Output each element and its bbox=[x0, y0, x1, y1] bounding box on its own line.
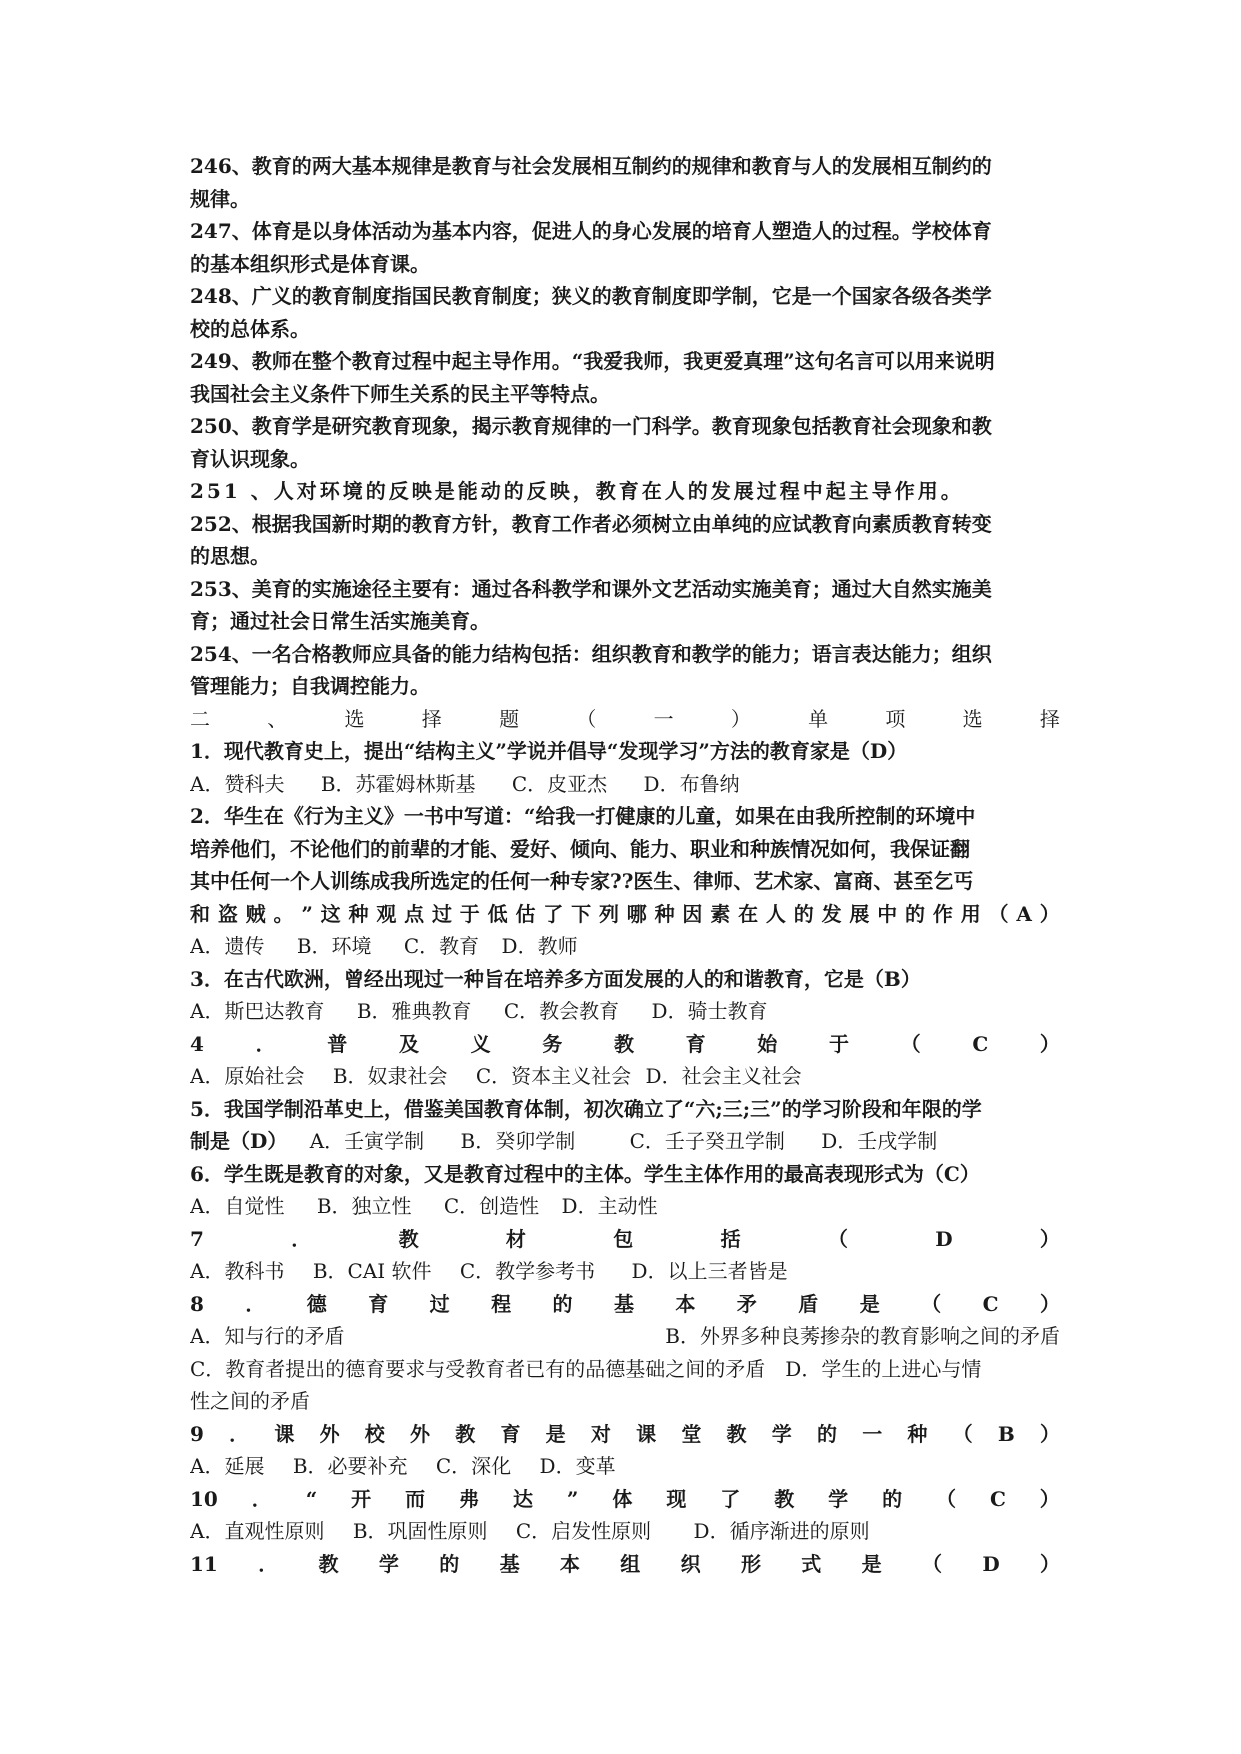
option: C．创造性 bbox=[443, 1194, 540, 1218]
char: 学 bbox=[378, 1551, 399, 1576]
option: D．教师 bbox=[501, 934, 578, 958]
char: （ bbox=[952, 1421, 973, 1446]
char: 式 bbox=[801, 1551, 822, 1576]
char: 展 bbox=[849, 901, 870, 926]
char: 的 bbox=[905, 901, 926, 926]
char: 校 bbox=[364, 1421, 385, 1446]
char: ） bbox=[1039, 1031, 1060, 1056]
char: ． bbox=[291, 1226, 312, 1251]
char: ） bbox=[1040, 1551, 1060, 1576]
char: 盗 bbox=[217, 901, 238, 926]
char: 教 bbox=[774, 1486, 795, 1511]
option: D．以上三者皆是 bbox=[631, 1259, 788, 1283]
char: 的 bbox=[882, 1486, 903, 1511]
option: A．延展 bbox=[190, 1454, 265, 1478]
char: ． bbox=[245, 1291, 266, 1316]
char: 种 bbox=[654, 901, 675, 926]
statement-249-line-1: 249、教师在整个教育过程中起主导作用。“我爱我师，我更爱真理”这句名言可以用来说明 bbox=[190, 349, 995, 373]
char: 下 bbox=[571, 901, 592, 926]
char: 学 bbox=[771, 1421, 792, 1446]
char: 是 bbox=[545, 1421, 566, 1446]
char: 程 bbox=[491, 1291, 512, 1316]
option: C．教会教育 bbox=[503, 999, 620, 1023]
heading-char: 项 bbox=[885, 706, 906, 731]
statement-254-line-1: 254、一名合格教师应具备的能力结构包括：组织教育和教学的能力；语言表达能力；组织 bbox=[190, 641, 992, 666]
option: C．教育 bbox=[403, 934, 480, 958]
option: A．自觉性 bbox=[190, 1194, 285, 1218]
char: 普 bbox=[327, 1031, 348, 1056]
char: 过 bbox=[429, 1291, 450, 1316]
question-3-options bbox=[190, 995, 1060, 1028]
char: 的 bbox=[439, 1551, 460, 1576]
statement-246-line-2: 规律。 bbox=[190, 186, 250, 211]
char: 10 bbox=[190, 1486, 218, 1511]
char: 教 bbox=[318, 1551, 339, 1576]
question-10-options bbox=[190, 1515, 1060, 1548]
char: （ bbox=[921, 1291, 942, 1316]
char: 弗 bbox=[459, 1486, 480, 1511]
char: 基 bbox=[613, 1291, 634, 1316]
char: ） bbox=[1039, 1421, 1060, 1446]
char: 发 bbox=[821, 901, 842, 926]
char: 用 bbox=[960, 901, 981, 926]
char: ） bbox=[1039, 901, 1060, 926]
char: 堂 bbox=[681, 1421, 702, 1446]
char: 教 bbox=[455, 1421, 476, 1446]
char: 形 bbox=[740, 1551, 761, 1576]
heading-char: 一 bbox=[653, 706, 674, 731]
option: A．知与行的矛盾 bbox=[190, 1324, 345, 1348]
option: A．斯巴达教育 bbox=[190, 999, 325, 1023]
char: “ bbox=[305, 1486, 318, 1511]
char: ． bbox=[255, 1031, 276, 1056]
question-5-stem: 制是（D） bbox=[190, 1129, 288, 1153]
heading-char: 题 bbox=[499, 706, 520, 731]
question-3: 3．在古代欧洲，曾经出现过一种旨在培养多方面发展的人的和谐教育，它是（B） bbox=[190, 966, 921, 991]
option: B．苏霍姆林斯基 bbox=[320, 771, 476, 796]
statement-253-line-1: 253、美育的实施途径主要有：通过各科教学和课外文艺活动实施美育；通过大自然实施美 bbox=[190, 576, 992, 601]
option: C．启发性原则 bbox=[515, 1519, 652, 1543]
char: D bbox=[982, 1551, 1000, 1576]
char: 的 bbox=[816, 1421, 837, 1446]
char: C bbox=[989, 1486, 1006, 1511]
question-5-line-1: 5．我国学制沿革史上，借鉴美国教育体制，初次确立了“六;三;三”的学习阶段和年限的学 bbox=[190, 1096, 982, 1121]
char: 教 bbox=[613, 1031, 634, 1056]
char: ） bbox=[1039, 1486, 1060, 1511]
char: 的 bbox=[552, 1291, 573, 1316]
option: A．教科书 bbox=[190, 1259, 285, 1283]
heading-char: 、 bbox=[267, 706, 288, 731]
option: D．变革 bbox=[539, 1454, 616, 1478]
char: 达 bbox=[512, 1486, 533, 1511]
question-2-options bbox=[190, 930, 1060, 963]
char: 教 bbox=[726, 1421, 747, 1446]
question-2-line-1: 2．华生在《行为主义》一书中写道：“给我一打健康的儿童，如果在由我所控制的环境中 bbox=[190, 804, 976, 828]
char: ） bbox=[1039, 1226, 1060, 1251]
option: B．雅典教育 bbox=[356, 999, 472, 1023]
option: D．布鲁纳 bbox=[643, 771, 740, 796]
char: 中 bbox=[877, 901, 898, 926]
statement-252-line-2: 的思想。 bbox=[190, 544, 270, 568]
option: A．原始社会 bbox=[190, 1064, 305, 1088]
char: ” bbox=[301, 901, 313, 926]
statement-248-line-2: 校的总体系。 bbox=[190, 316, 310, 341]
question-1-options bbox=[190, 768, 1060, 801]
char: 了 bbox=[543, 901, 564, 926]
document-page bbox=[190, 150, 1060, 1580]
heading-char: 二 bbox=[190, 706, 210, 731]
char: 外 bbox=[319, 1421, 340, 1446]
char: 哪 bbox=[626, 901, 647, 926]
question-2-line-4 bbox=[190, 898, 1060, 931]
option: D．社会主义社会 bbox=[645, 1064, 802, 1088]
char: 开 bbox=[351, 1486, 372, 1511]
statement-253-line-2: 育；通过社会日常生活实施美育。 bbox=[190, 609, 490, 633]
char: C bbox=[972, 1031, 989, 1056]
statement-252-line-1: 252、根据我国新时期的教育方针，教育工作者必须树立由单纯的应试教育向素质教育转变 bbox=[190, 511, 992, 536]
char: ． bbox=[251, 1486, 272, 1511]
statement-250-line-1: 250、教育学是研究教育现象，揭示教育规律的一门科学。教育现象包括教育社会现象和教 bbox=[190, 414, 992, 438]
question-4 bbox=[190, 1028, 1060, 1061]
char: 体 bbox=[612, 1486, 633, 1511]
heading-char: 选 bbox=[344, 706, 365, 731]
char: ） bbox=[1039, 1291, 1060, 1316]
option: C．皮亚杰 bbox=[511, 771, 608, 796]
char: （ bbox=[988, 901, 1009, 926]
char: 及 bbox=[398, 1031, 419, 1056]
char: 一 bbox=[862, 1421, 883, 1446]
option: B．环境 bbox=[296, 934, 372, 958]
option: D．骑士教育 bbox=[651, 999, 768, 1023]
option: C．壬子癸丑学制 bbox=[629, 1129, 785, 1153]
char: 点 bbox=[404, 901, 425, 926]
char: 了 bbox=[720, 1486, 741, 1511]
char: 观 bbox=[376, 901, 397, 926]
char: 。 bbox=[273, 901, 294, 926]
char: 矛 bbox=[736, 1291, 757, 1316]
statement-254-line-2: 管理能力；自我调控能力。 bbox=[190, 674, 430, 698]
char: 德 bbox=[306, 1291, 327, 1316]
statement-250-line-2: 育认识现象。 bbox=[190, 446, 310, 471]
option: D．壬戌学制 bbox=[821, 1129, 938, 1153]
char: 包 bbox=[613, 1226, 634, 1251]
option: B．奴隶社会 bbox=[332, 1064, 448, 1088]
char: 种 bbox=[348, 901, 369, 926]
question-6: 6．学生既是教育的对象，又是教育过程中的主体。学生主体作用的最高表现形式为（C） bbox=[190, 1161, 980, 1186]
char: 7 bbox=[190, 1226, 204, 1251]
char: 外 bbox=[410, 1421, 431, 1446]
char: 贼 bbox=[245, 901, 266, 926]
heading-char: ） bbox=[730, 706, 751, 731]
question-7 bbox=[190, 1223, 1060, 1256]
char: C bbox=[982, 1291, 999, 1316]
char: 9 bbox=[190, 1421, 204, 1446]
char: 组 bbox=[620, 1551, 641, 1576]
char: 育 bbox=[500, 1421, 521, 1446]
option: D．循序渐进的原则 bbox=[693, 1519, 870, 1543]
char: ． bbox=[258, 1551, 279, 1576]
char: 因 bbox=[682, 901, 703, 926]
char: 育 bbox=[685, 1031, 706, 1056]
heading-char: 单 bbox=[808, 706, 829, 731]
statement-247-line-2: 的基本组织形式是体育课。 bbox=[190, 251, 430, 276]
char: （ bbox=[921, 1551, 942, 1576]
char: 育 bbox=[368, 1291, 389, 1316]
option: A．遗传 bbox=[190, 934, 265, 958]
option: B．必要补充 bbox=[292, 1454, 408, 1478]
char: （ bbox=[936, 1486, 956, 1511]
char: 本 bbox=[675, 1291, 696, 1316]
statement-249-line-2: 我国社会主义条件下师生关系的民主平等特点。 bbox=[190, 381, 610, 406]
option: B．外界多种良莠掺杂的教育影响之间的矛盾 bbox=[665, 1324, 1060, 1348]
char: 务 bbox=[542, 1031, 563, 1056]
question-4-options bbox=[190, 1060, 1060, 1093]
char: 材 bbox=[505, 1226, 526, 1251]
question-8-options-cd: C．教育者提出的德育要求与受教育者已有的品德基础之间的矛盾 D．学生的上进心与情 bbox=[190, 1356, 982, 1381]
question-1: 1．现代教育史上，提出“结构主义”学说并倡导“发现学习”方法的教育家是（D） bbox=[190, 739, 908, 763]
char: （ bbox=[827, 1226, 848, 1251]
char: 是 bbox=[861, 1551, 882, 1576]
char: 低 bbox=[487, 901, 508, 926]
char: D bbox=[935, 1226, 953, 1251]
char: 盾 bbox=[798, 1291, 819, 1316]
statement-251: 251 、人对环境的反映是能动的反映，教育在人的发展过程中起主导作用。 bbox=[190, 479, 964, 503]
char: B bbox=[997, 1421, 1015, 1446]
char: 于 bbox=[459, 901, 480, 926]
char: 对 bbox=[590, 1421, 611, 1446]
char: 作 bbox=[932, 901, 953, 926]
char: 和 bbox=[190, 901, 210, 926]
option: B．癸卯学制 bbox=[460, 1129, 576, 1153]
char: 基 bbox=[499, 1551, 520, 1576]
char: 而 bbox=[405, 1486, 426, 1511]
question-9 bbox=[190, 1418, 1060, 1451]
char: 8 bbox=[190, 1291, 204, 1316]
question-8-option-d-tail: 性之间的矛盾 bbox=[190, 1389, 310, 1413]
statement-246-line-1: 246、教育的两大基本规律是教育与社会发展相互制约的规律和教育与人的发展相互制约的 bbox=[190, 154, 992, 178]
option: C．资本主义社会 bbox=[475, 1064, 632, 1088]
question-9-options bbox=[190, 1450, 1060, 1483]
char: 始 bbox=[757, 1031, 778, 1056]
question-5-line-2 bbox=[190, 1125, 1060, 1158]
char: 于 bbox=[828, 1031, 849, 1056]
char: （ bbox=[900, 1031, 921, 1056]
char: 素 bbox=[710, 901, 731, 926]
question-8-options-ab bbox=[190, 1320, 1060, 1353]
char: 11 bbox=[190, 1551, 218, 1576]
char: 学 bbox=[828, 1486, 849, 1511]
char: 课 bbox=[636, 1421, 657, 1446]
option: B．独立性 bbox=[316, 1194, 412, 1218]
question-8 bbox=[190, 1288, 1060, 1321]
char: 的 bbox=[793, 901, 814, 926]
option: C．教学参考书 bbox=[459, 1259, 596, 1283]
char: 估 bbox=[515, 901, 536, 926]
char: 种 bbox=[907, 1421, 928, 1446]
char: 课 bbox=[274, 1421, 295, 1446]
option: B．CAI 软件 bbox=[312, 1259, 432, 1283]
option: A．赞科夫 bbox=[190, 771, 285, 796]
heading-char: 择 bbox=[421, 706, 442, 731]
char: 这 bbox=[320, 901, 341, 926]
statement-248-line-1: 248、广义的教育制度指国民教育制度；狭义的教育制度即学制，它是一个国家各级各类学 bbox=[190, 284, 992, 308]
question-11 bbox=[190, 1548, 1060, 1581]
question-7-options bbox=[190, 1255, 1060, 1288]
question-10 bbox=[190, 1483, 1060, 1516]
option: A．壬寅学制 bbox=[309, 1129, 425, 1153]
question-6-options bbox=[190, 1190, 1060, 1223]
option: B．巩固性原则 bbox=[352, 1519, 488, 1543]
char: ” bbox=[566, 1486, 579, 1511]
question-2-line-3: 其中任何一个人训练成我所选定的任何一种专家??医生、律师、艺术家、富商、甚至乞丐 bbox=[190, 869, 974, 893]
statement-247-line-1: 247、体育是以身体活动为基本内容，促进人的身心发展的培育人塑造人的过程。学校体育 bbox=[190, 219, 992, 243]
question-2-line-2: 培养他们，不论他们的前辈的才能、爱好、倾向、能力、职业和种族情况如何，我保证翻 bbox=[190, 836, 970, 861]
char: 教 bbox=[398, 1226, 419, 1251]
char: 本 bbox=[559, 1551, 580, 1576]
option: D．主动性 bbox=[561, 1194, 658, 1218]
char: 义 bbox=[470, 1031, 491, 1056]
char: 在 bbox=[738, 901, 759, 926]
char: 过 bbox=[431, 901, 452, 926]
section-heading bbox=[190, 703, 1060, 736]
char: 4 bbox=[190, 1031, 204, 1056]
heading-char: 择 bbox=[1039, 706, 1060, 731]
char: A bbox=[1016, 901, 1032, 926]
char: 织 bbox=[680, 1551, 701, 1576]
char: 括 bbox=[720, 1226, 741, 1251]
char: ． bbox=[229, 1421, 250, 1446]
heading-char: 选 bbox=[962, 706, 983, 731]
option: C．深化 bbox=[435, 1454, 512, 1478]
char: 人 bbox=[765, 901, 786, 926]
char: 是 bbox=[859, 1291, 880, 1316]
heading-char: （ bbox=[576, 706, 597, 731]
option: A．直观性原则 bbox=[190, 1519, 325, 1543]
char: 现 bbox=[666, 1486, 687, 1511]
char: 列 bbox=[598, 901, 619, 926]
